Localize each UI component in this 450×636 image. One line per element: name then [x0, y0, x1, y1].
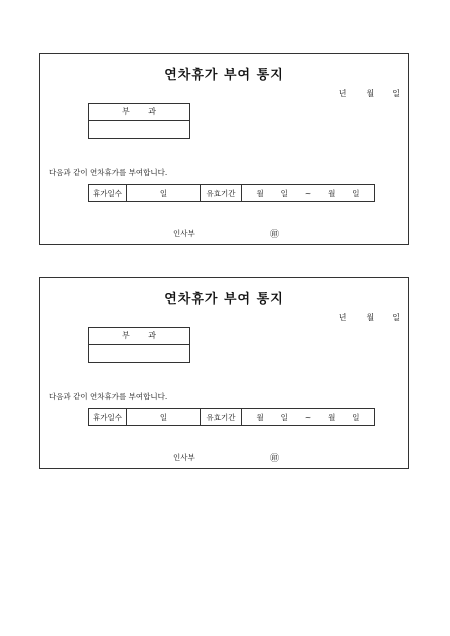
period-start-month: 월	[256, 412, 264, 422]
seal-mark: ㊞	[270, 454, 280, 464]
issuer-department: 인사부	[173, 453, 195, 462]
valid-period-label: 유효기간	[201, 185, 242, 201]
date-year: 년	[338, 313, 347, 322]
intro-text: 다음과 같이 연차휴가를 부여합니다.	[49, 392, 168, 401]
period-end-day: 일	[352, 412, 360, 422]
leave-days-value: 일	[127, 185, 201, 201]
notice-title: 연차휴가 부여 통지	[164, 68, 284, 83]
period-end-day: 일	[352, 188, 360, 198]
date-line	[339, 88, 400, 99]
date-month: 월	[366, 89, 375, 98]
notice-card-1	[39, 53, 409, 245]
date-day: 일	[392, 89, 400, 98]
department-header: 부 과	[89, 328, 189, 345]
period-start-day: 일	[280, 412, 288, 422]
date-year: 년	[338, 89, 347, 98]
leave-info-table	[88, 408, 375, 426]
leave-info-table	[88, 184, 375, 202]
department-box	[88, 103, 190, 139]
leave-days-label: 휴가일수	[89, 185, 127, 201]
date-day: 일	[392, 313, 400, 322]
period-tilde: ~	[304, 412, 312, 422]
seal-mark: ㊞	[270, 230, 280, 240]
intro-text: 다음과 같이 연차휴가를 부여합니다.	[49, 168, 168, 177]
department-box	[88, 327, 190, 363]
notice-title: 연차휴가 부여 통지	[164, 292, 284, 307]
leave-days-label: 휴가일수	[89, 409, 127, 425]
notice-card-2	[39, 277, 409, 469]
date-month: 월	[366, 313, 375, 322]
valid-period-label: 유효기간	[201, 409, 242, 425]
leave-days-value: 일	[127, 409, 201, 425]
period-end-month: 월	[328, 188, 336, 198]
valid-period-value	[242, 409, 374, 425]
issuer-department: 인사부	[173, 229, 195, 238]
department-header: 부 과	[89, 104, 189, 121]
period-tilde: ~	[304, 188, 312, 198]
date-line	[339, 312, 400, 323]
period-end-month: 월	[328, 412, 336, 422]
period-start-day: 일	[280, 188, 288, 198]
valid-period-value	[242, 185, 374, 201]
period-start-month: 월	[256, 188, 264, 198]
